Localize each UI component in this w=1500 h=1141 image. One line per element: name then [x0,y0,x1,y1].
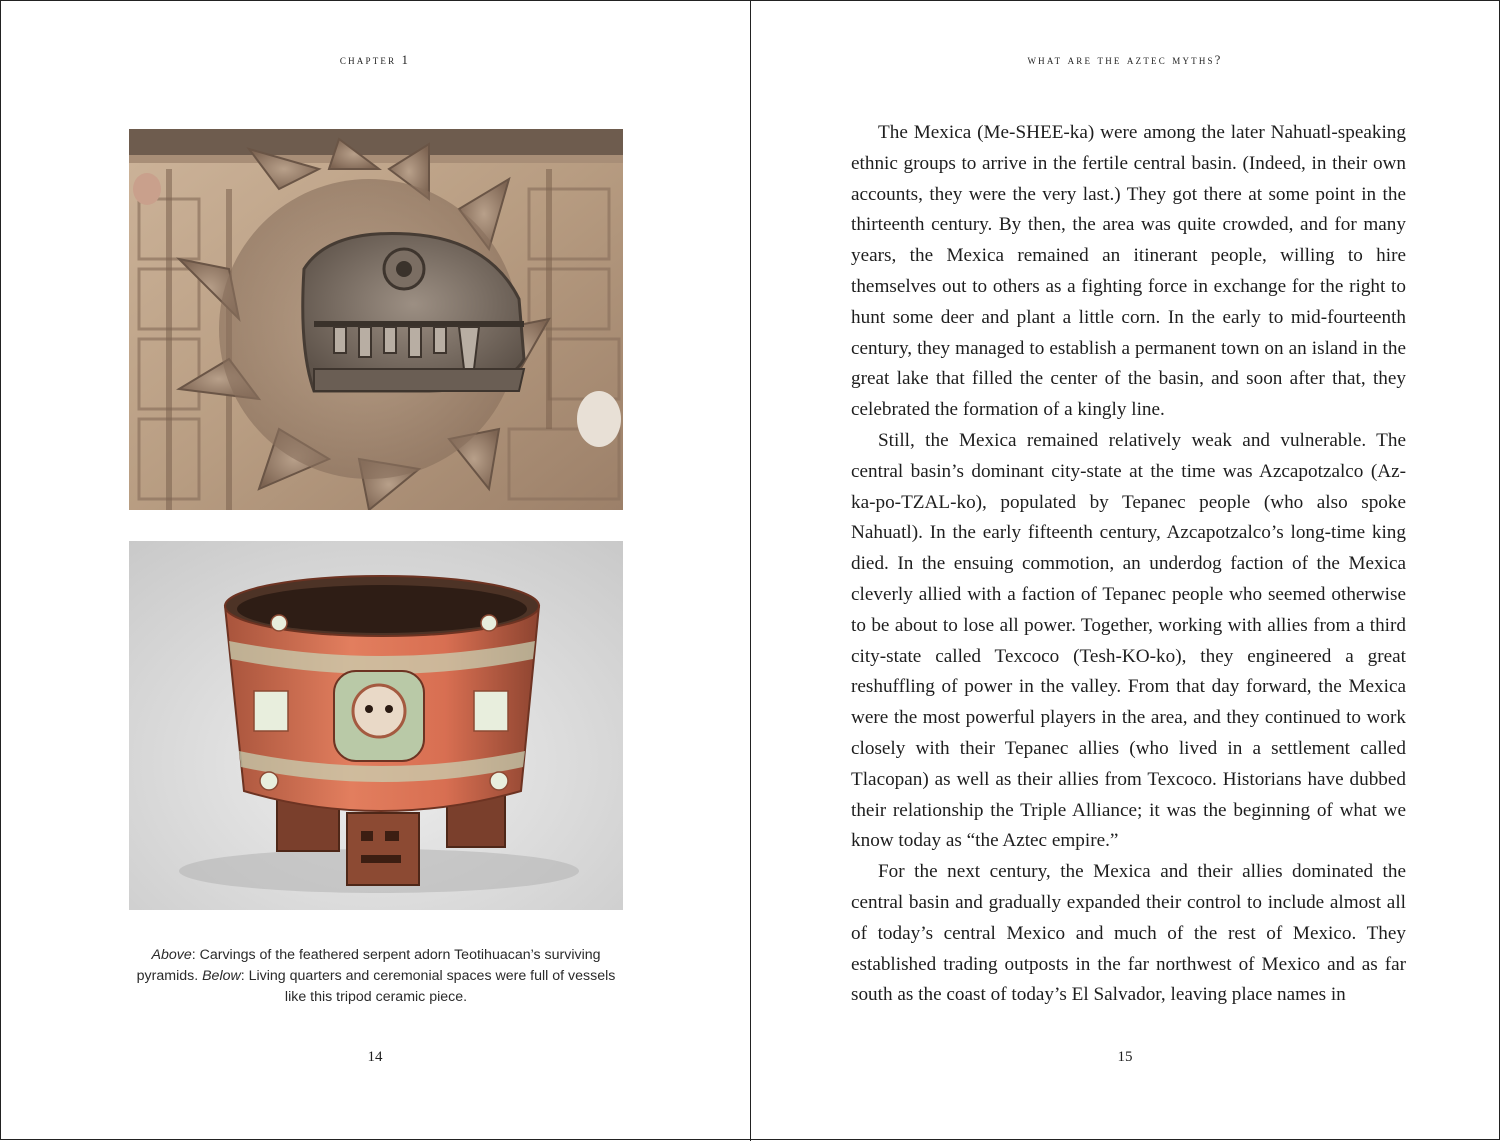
paragraph: The Mexica (Me-SHEE-ka) were among the later Nahuatl-speaking ethnic groups to arrive in the fertile central basin. (Indeed, in their own accounts, they were the very last.) They got there at some point in the thirteenth century. By then, the area was quite crowded, and for many years, the Mexica remained an itinerant people, willing to hire themselves out to others as a fighting force in exchange for the right to hunt some deer and plant a little corn. In the early to mid-fourteenth century, they managed to establish a permanent town on an island in the great lake that filled the center of the basin, and soon after that, they celebrated the formation of a kingly line. [851,122,1406,421]
page-number-right: 15 [1117,1049,1133,1065]
page-number-left: 14 [367,1049,383,1065]
right-page [751,1,1499,1141]
paragraph: For the next century, the Mexica and their allies dominated the central basin and gradually expanded their control to include almost all of today’s central Mexico and much of the rest of Mexico. They established trading outposts in the far northwest of Mexico and as far south as the coast of today’s El Salvador, leaving place names in [851,861,1406,1006]
left-page [1,1,749,1141]
feathered-serpent-photo [129,129,623,510]
running-head-left: chapter 1 [339,53,411,67]
caption-label-below: Below [202,968,241,984]
caption-text-below: : Living quarters and ceremonial spaces were full of vessels like this tripod ceramic piece. [240,968,616,1005]
figure-caption [129,945,623,1008]
body-text [851,118,1406,1011]
caption-text-above: : Carvings of the feathered serpent adorn Teotihuacan’s surviving pyramids. [136,947,601,984]
caption-label-above: Above [151,947,192,963]
tripod-vessel-photo [129,541,623,910]
paragraph: Still, the Mexica remained relatively weak and vulnerable. The central basin’s dominant city-state at the time was Azcapotzalco (Az-ka-po-TZAL-ko), populated by Tepanec people (who also spoke Nahuatl). In the early fifteenth century, Azcapotzalco’s long-time king died. In the ensuing commotion, an underdog faction of the Mexica cleverly allied with a faction of Tepanec people who seemed otherwise to be about to lose all power. Together, working with allies from a third city-state called Texcoco (Tesh-KO-ko), they engineered a great reshuffling of power in the valley. From that day forward, the Mexica were the most powerful players in the area, and they continued to work closely with their Tepanec allies (who lived in a settlement called Tlacopan) as well as their allies from Texcoco. Historians have dubbed their relationship the Triple Alliance; it was the beginning of what we know today as “the Aztec empire.” [851,429,1406,852]
running-head-right: what are the aztec myths? [1027,53,1223,67]
